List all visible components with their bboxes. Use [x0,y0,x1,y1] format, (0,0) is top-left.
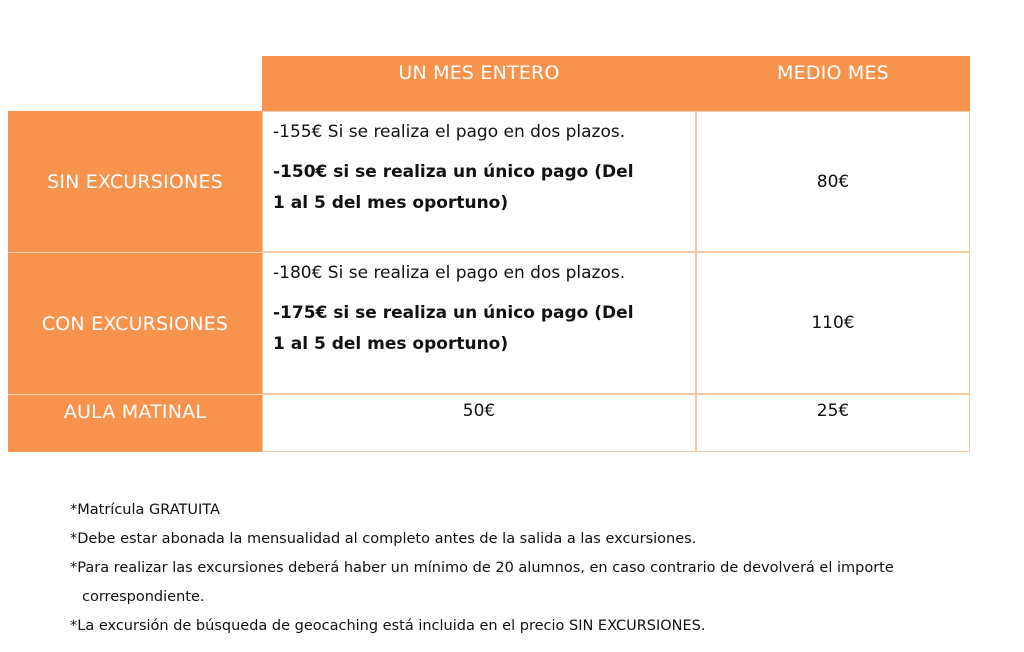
cell-sin-excursiones-full-month [262,111,696,252]
price-line-single-payment-cont: 1 al 5 del mes oportuno) [273,193,509,213]
header-full-month-label: UN MES ENTERO [398,62,560,84]
price-table [8,56,970,452]
price-value: 110€ [811,313,855,333]
price-line-single-payment: -175€ si se realiza un único pago (Del [273,303,634,323]
row-label-aula-matinal [8,394,262,452]
header-half-month-label: MEDIO MES [777,62,889,84]
cell-aula-matinal-full-month [262,394,696,452]
cell-aula-matinal-half-month [696,394,970,452]
header-full-month [262,56,696,111]
header-half-month [696,56,970,111]
row-label-text: CON EXCURSIONES [41,312,229,335]
note-payment-required: *Debe estar abonada la mensualidad al completo antes de la salida a las excursiones. [70,531,697,547]
price-line-two-payments: -180€ Si se realiza el pago en dos plazos. [273,263,626,283]
price-value: 80€ [816,171,850,192]
row-label-text: SIN EXCURSIONES [47,170,223,193]
notes-section [70,496,1020,641]
price-line-single-payment: -150€ si se realiza un único pago (Del [273,162,634,182]
note-registration: *Matrícula GRATUITA [70,502,220,518]
cell-con-excursiones-full-month [262,252,696,394]
cell-sin-excursiones-half-month [696,111,970,252]
price-line-two-payments: -155€ Si se realiza el pago en dos plazos. [273,122,626,142]
price-line-single-payment-cont: 1 al 5 del mes oportuno) [273,334,509,354]
note-minimum-students: *Para realizar las excursiones deberá haber un mínimo de 20 alumnos, en caso contrario de devolverá el importe [70,560,894,576]
note-geocaching: *La excursión de búsqueda de geocaching está incluida en el precio SIN EXCURSIONES. [70,618,706,634]
price-value: 25€ [816,401,850,421]
price-value: 50€ [462,401,496,421]
row-label-con-excursiones [8,252,262,394]
row-label-text: AULA MATINAL [63,401,207,423]
row-label-sin-excursiones [8,111,262,252]
note-minimum-students-cont: correspondiente. [82,589,205,605]
cell-con-excursiones-half-month [696,252,970,394]
